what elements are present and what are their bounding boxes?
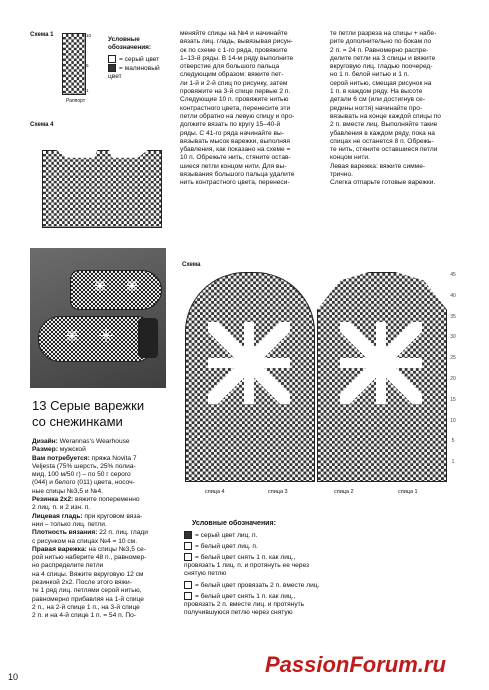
bold-lead: Правая варежка: [32, 545, 87, 553]
gray-swatch-icon [108, 55, 116, 63]
scheme1-row-1: 1 [86, 88, 89, 93]
left-text-line: с рисунком на спицах №4 = 10 см. [32, 537, 138, 545]
left-text-line: Плотность вязания: 22 п. лиц. глади [32, 529, 148, 537]
left-text-line: ные спицы №3,5 и №4. [32, 487, 103, 495]
text-line: убавления, как показано на схеме = [180, 146, 291, 154]
text-line: вкруговую лиц. гладью поочеред- [330, 63, 433, 71]
bold-lead: Размер: [32, 446, 58, 454]
needle-label-3: спица 3 [268, 489, 288, 495]
text-line: меняйте спицы на №4 и начинайте [180, 30, 288, 37]
left-text-line: но распределите петли [32, 562, 104, 570]
row-number: 10 [450, 417, 456, 424]
text-line: шиеся петли концом нити. Для вы- [180, 162, 287, 170]
mittens-photo [30, 248, 166, 388]
text-line: отверстие для большого пальца [180, 63, 280, 71]
scheme1-legend-title: Условные обозначения: [108, 36, 152, 51]
left-text-line: Лицевая гладь: при круговом вяза- [32, 512, 143, 520]
middle-column [180, 30, 320, 188]
snowflake-icon: ✳ [64, 326, 80, 347]
mitten-cuff [138, 318, 158, 358]
text-line: нить контрастного цвета, перенеси- [180, 179, 290, 187]
snowflake-icon: ✳ [124, 276, 140, 297]
red-swatch-icon [108, 64, 116, 72]
text-line: ряды. С 41-го ряда начинайте вы- [180, 129, 284, 137]
snowflake-motif-right [340, 322, 422, 404]
pattern-heading [32, 398, 144, 413]
mitten-top-image [70, 270, 162, 310]
snowflake-motif-left [208, 322, 290, 404]
text-line: провяжите на 3-й спице первые 2 п. [180, 88, 291, 96]
legend-symbol-icon [184, 553, 192, 561]
right-column [330, 30, 470, 188]
text-line: Слегка отпарьте готовые варежки. [330, 179, 436, 187]
row-number: 35 [450, 313, 456, 320]
left-text-line: Резинка 2х2: вяжите попеременно [32, 496, 140, 504]
text-line: ок по схеме с 1-го ряда, провяжите [180, 46, 288, 54]
legend-item: = белый цвет провязать 2 п. вместе лиц. [184, 581, 324, 590]
snowflake-icon: ✳ [98, 326, 114, 347]
needle-label-1: спица 1 [398, 489, 418, 495]
left-text-line: Вам потребуется: пряжа Novita 7 [32, 454, 137, 462]
row-number: 20 [450, 375, 456, 382]
left-text-line: рой нитью наберите 48 п., равномер- [32, 554, 147, 562]
legend-item: = серый цвет лиц. п. [184, 531, 324, 540]
text-line: концом нити. [330, 154, 370, 162]
text-line: петли обратно на левую спицу и про- [180, 112, 295, 120]
left-text-line: 2 п., на 2-й спице 1 п., на 3-й спице [32, 603, 140, 611]
row-number: 15 [450, 396, 456, 403]
row-number-ruler [447, 272, 459, 480]
row-number: 1 [451, 459, 455, 466]
text-line: серой нитью, смещая рисунок на [330, 79, 432, 87]
legend-symbol-icon [184, 542, 192, 550]
text-line: вязывания большого пальца удалите [180, 171, 295, 179]
text-line: спицах не останется 8 п. Обрежь- [330, 137, 434, 145]
row-number: 25 [450, 355, 456, 362]
left-text-line: Размер: мужской [32, 446, 86, 454]
legend-item: = белый цвет лиц. п. [184, 542, 324, 551]
left-text-line: (044) и белого (011) цвета, носоч- [32, 479, 135, 487]
left-text-line: Правая варежка: на спицы №3,5 се- [32, 545, 146, 553]
bold-lead: Плотность вязания: [32, 529, 98, 537]
text-line: вязывать на конце каждой спицы по [330, 112, 441, 120]
legend-symbol-icon [184, 592, 192, 600]
left-text-line: Дизайн: Werannas's Wearhouse [32, 438, 130, 445]
text-line: рите дополнительно по бокам по [330, 38, 432, 46]
bold-lead: Дизайн: [32, 438, 58, 445]
scheme1-rapport: Раппорт [66, 98, 86, 104]
scheme1-title: Схема 1 [30, 32, 54, 38]
legend-item: = белый цвет снять 1 п. как лиц., провязать 1 лиц. п. и протянуть ее через снятую петлю [184, 553, 310, 578]
text-line: но 1 п. белой нитью и 1 п. [330, 71, 410, 79]
scheme1-legend-gray: = серый цвет [108, 55, 159, 64]
bold-lead: Резинка 2х2: [32, 496, 74, 504]
text-line: контрастного цвета, перенесите эти [180, 104, 291, 112]
legend-symbol-icon [184, 581, 192, 589]
pattern-number: 13 [32, 398, 47, 413]
left-text-line: резинкой 2х2. После этого вяжи- [32, 579, 132, 587]
text-line: вязать лиц. гладь, вывязывая рисун- [180, 38, 293, 46]
scheme1-legend-red: = малиновый цвет [108, 64, 160, 81]
scheme1-row-10: 10 [86, 33, 92, 38]
left-text-line: равномерно прибавляя на 1-й спице [32, 595, 144, 603]
bold-lead: Лицевая гладь: [32, 512, 83, 520]
text-line: детали 6 см (или достигнув се- [330, 96, 426, 104]
text-line: 1 п. в каждом ряду. На высоте [330, 88, 423, 96]
site-watermark: PassionForum.ru [265, 652, 446, 677]
pattern-title-line1: Серые варежки [50, 398, 145, 413]
snowflake-icon: ✳ [92, 276, 108, 297]
needle-label-2: спица 2 [334, 489, 354, 495]
left-text-line: нии – только лиц. петли. [32, 520, 107, 528]
text-line: ли 1-й и 2-й спиц по рисунку, затем [180, 79, 288, 87]
row-number: 30 [450, 334, 456, 341]
text-line: должите вязать по кругу 15–40-й [180, 121, 281, 129]
left-column [32, 438, 170, 621]
text-line: 2 п. вместе лиц. Выполняйте такие [330, 121, 438, 129]
scheme4-grid [42, 150, 162, 228]
left-text-line: мид, 100 м/50 г) – по 50 г серого [32, 471, 131, 479]
text-line: 10 п. Обрежьте нить, стяните остав- [180, 154, 291, 162]
text-line: следующим образом: вяжите пет- [180, 71, 284, 79]
left-text-line: Veljesta (75% шерсть, 25% полиа- [32, 462, 136, 470]
legend-title: Условные обозначения: [192, 520, 276, 527]
text-line: редины ногтя) начинайте про- [330, 104, 423, 112]
text-line: 1–13-й ряды. В 14-м ряду выполните [180, 54, 294, 62]
legend-list [184, 531, 324, 619]
scheme1-grid [62, 33, 86, 95]
row-number: 45 [450, 272, 456, 278]
scheme1-row-5: 5 [86, 63, 89, 68]
pattern-title-line2: со снежинками [32, 414, 123, 429]
needle-label-4: спица 4 [205, 489, 225, 495]
text-line: Следующие 10 п. провяжите нитью [180, 96, 289, 104]
left-text-line: 2 лиц. п. и 2 изн. п. [32, 504, 91, 512]
scheme4-title: Схема 4 [30, 122, 54, 128]
legend-symbol-icon [184, 531, 192, 539]
text-line: убавления в каждом ряду, пока на [330, 129, 435, 137]
page-number: 10 [8, 672, 19, 682]
row-number: 5 [451, 438, 455, 445]
text-line: те нить, стяните оставшиеся петли [330, 146, 438, 154]
text-line: трично. [330, 171, 353, 179]
text-line: Левая варежка: вяжите симме- [330, 162, 426, 170]
text-line: те петли разреза на спицы + набе- [330, 30, 437, 37]
legend-item: = белый цвет снять 1 п. как лиц., провязать 2 п. вместе лиц. и протянуть получившуюся петлю через снятую [184, 592, 305, 617]
text-line: делите петли на 3 спицы и вяжите [330, 54, 436, 62]
left-text-line: те 1 ряд лиц. петлями серой нитью, [32, 587, 142, 595]
schema-title: Схема [182, 262, 201, 268]
left-text-line: на 4 спицы. Вяжите вкруговую 12 см [32, 570, 144, 578]
row-number: 40 [450, 292, 456, 299]
text-line: вязывать мысок варежки, выполняя [180, 137, 290, 145]
left-text-line: 2 п. и на 4-й спице 1 п. = 54 п. По- [32, 612, 136, 620]
text-line: 2 п. = 24 п. Равномерно распре- [330, 46, 429, 54]
bold-lead: Вам потребуется: [32, 454, 90, 462]
